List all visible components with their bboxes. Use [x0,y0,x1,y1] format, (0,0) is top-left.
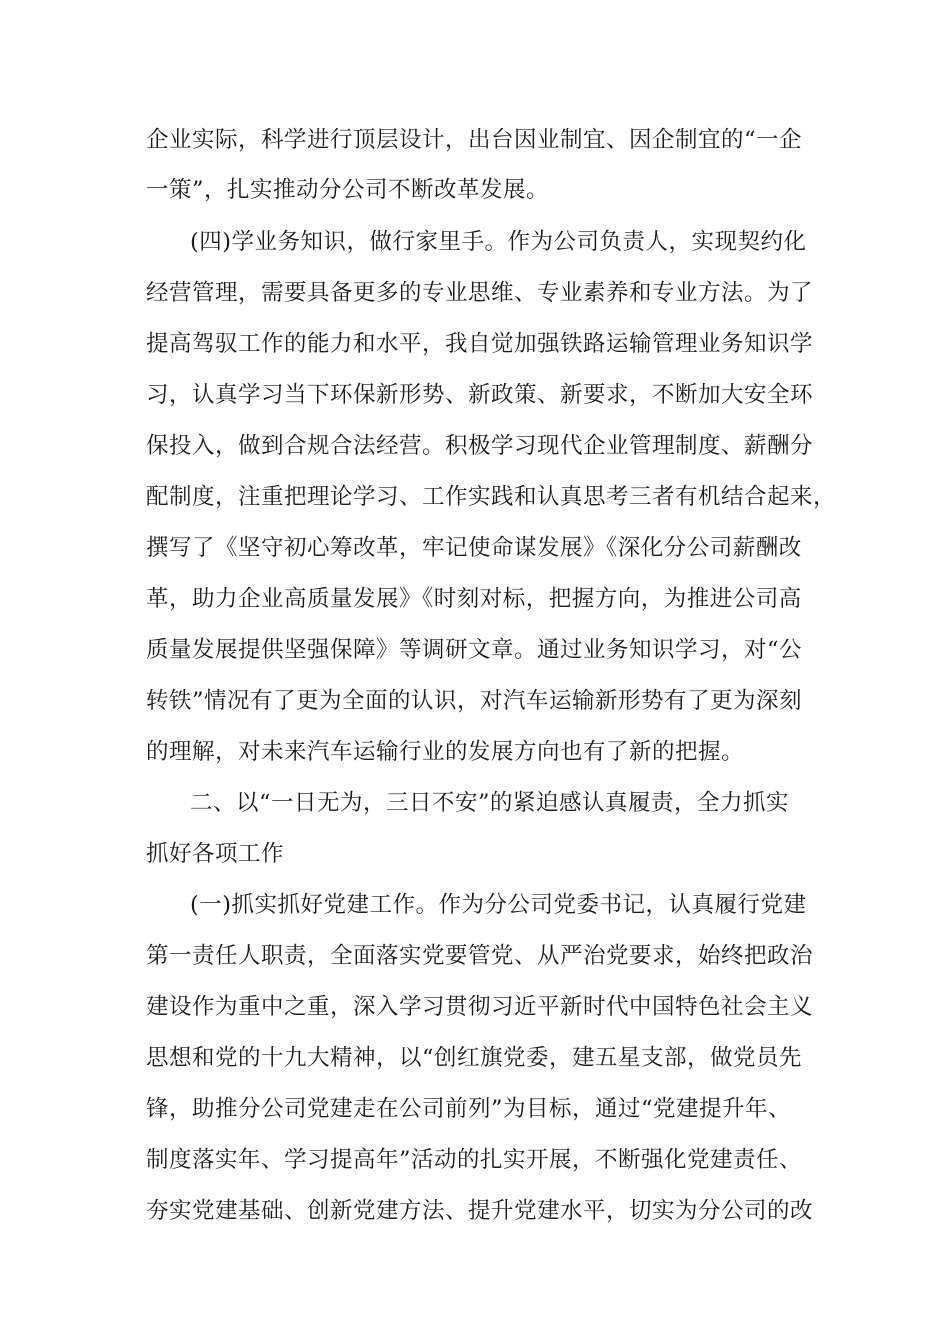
text-line: 一策”，扎实推动分公司不断改革发展。 [146,177,550,203]
text-line: 企业实际，科学进行顶层设计，出台因业制宜、因企制宜的“一企 [146,127,803,153]
paragraph-start-line: (四)学业务知识，做行家里手。作为公司负责人，实现契约化 [190,229,807,255]
text-line: 经营管理，需要具备更多的专业思维、专业素养和专业方法。为了 [146,280,814,306]
text-line: 第一责任人职责，全面落实党要管党、从严治党要求，始终把政治 [146,943,814,969]
paragraph-start-line: (一)抓实抓好党建工作。作为分公司党委书记，认真履行党建 [190,892,807,918]
text-line: 革，助力企业高质量发展》《时刻对标，把握方向，为推进公司高 [146,586,802,612]
section-heading-line: 二、以“一日无为，三日不安”的紧迫感认真履责，全力抓实 [190,790,790,816]
text-line: 配制度，注重把理论学习、工作实践和认真思考三者有机结合起来， [146,484,837,510]
text-line: 夯实党建基础、创新党建方法、提升党建水平，切实为分公司的改 [146,1198,814,1224]
text-line: 提高驾驭工作的能力和水平，我自觉加强铁路运输管理业务知识学 [146,331,814,357]
text-line: 保投入，做到合规合法经营。积极学习现代企业管理制度、薪酬分 [146,433,814,459]
text-line: 撰写了《坚守初心筹改革，牢记使命谋发展》《深化分公司薪酬改 [146,535,802,561]
text-line: 锋，助推分公司党建走在公司前列”为目标，通过“党建提升年、 [146,1096,792,1122]
text-line: 转铁”情况有了更为全面的认识，对汽车运输新形势有了更为深刻 [146,688,803,714]
text-line: 的理解，对未来汽车运输行业的发展方向也有了新的把握。 [146,739,745,765]
text-line: 质量发展提供坚强保障》等调研文章。通过业务知识学习，对“公 [146,637,803,663]
text-line: 思想和党的十九大精神，以“创红旗党委，建五星支部，做党员先 [146,1045,803,1071]
text-line: 习，认真学习当下环保新形势、新政策、新要求，不断加大安全环 [146,382,814,408]
text-line: 制度落实年、学习提高年”活动的扎实开展，不断强化党建责任、 [146,1147,803,1173]
text-line: 建设作为重中之重，深入学习贯彻习近平新时代中国特色社会主义 [146,994,814,1020]
section-heading-line: 抓好各项工作 [146,841,285,867]
